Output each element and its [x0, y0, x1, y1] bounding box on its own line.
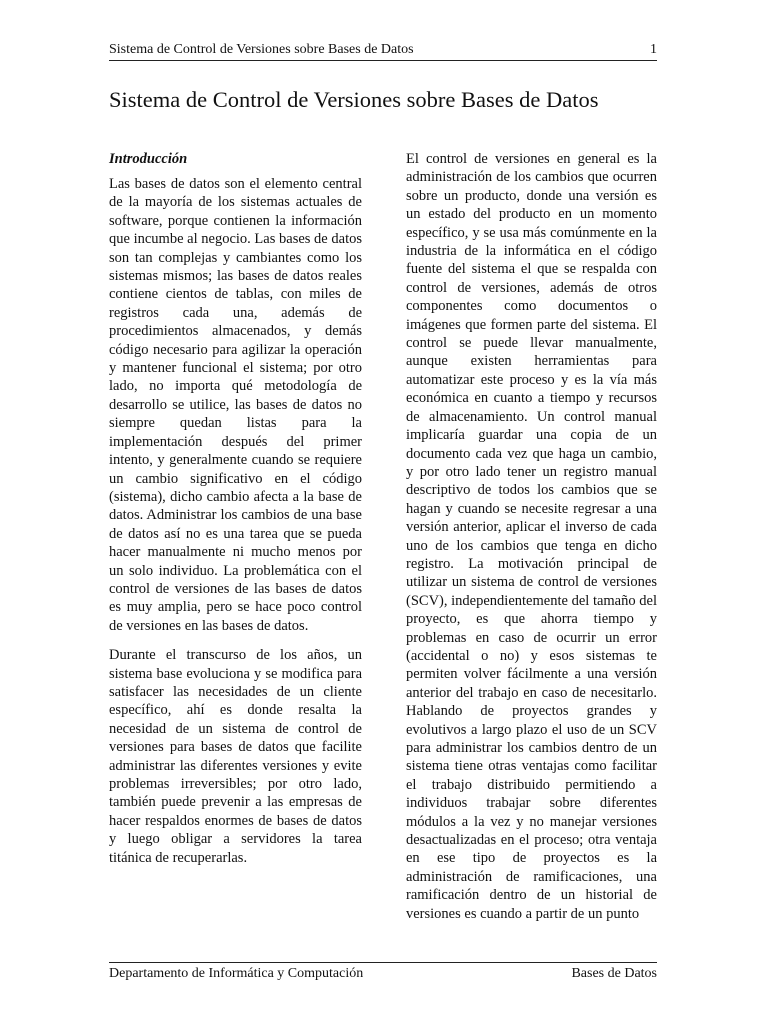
page-number: 1 [650, 42, 657, 57]
running-title: Sistema de Control de Versiones sobre Bases de Datos [109, 42, 414, 57]
right-column [406, 150, 657, 934]
paragraph: Las bases de datos son el elemento central de la mayoría de los sistemas actuales de software, porque contienen la información que incumbe al negocio. Las bases de datos son tan complejas y cambiantes como los sistemas mismos; las bases de datos reales contiene cientos de tablas, con miles de registros cada una, además de procedimientos almacenados, y demás código necesario para agilizar la operación y mantener funcional el sistema; por otro lado, no importa qué metodología de desarrollo se utilice, las bases de datos no siempre quedan listas para la implementación después del primer intento, y generalmente cuando se requiere un cambio significativo en el código (sistema), dicho cambio afecta a la base de datos. Administrar los cambios de una base de datos así no es una tarea que se pueda hacer manualmente ni mucho menos por un solo individuo. La problemática con el control de versiones de las bases de datos es muy amplia, pero se hace poco control de versiones en las bases de datos. [109, 176, 362, 634]
footer-department: Departamento de Informática y Computación [109, 966, 364, 981]
page-header [109, 42, 657, 61]
paragraph: El control de versiones en general es la administración de los cambios que ocurren sobre un producto, donde una versión es un estado del producto en un momento específico, y se usa más comúnmente en la industria de la informática en el código fuente del sistema el que se respalda con control de versiones, además de otros componentes como documentos o imágenes que formen parte del sistema. El control se puede llevar manualmente, aunque existen herramientas para automatizar este proceso y es la vía más económica en cuanto a tiempo y recursos de almacenamiento. Un control manual implicaría guardar una copia de un documento cada vez que haga un cambio, y por otro lado tener un registro manual descriptivo de todos los cambios que se hagan y cuando se necesite regresar a una versión anterior, aplicar el inverso de cada uno de los cambios que tenga en dicho registro. La motivación principal de utilizar un sistema de control de versiones (SCV), independientemente del tamaño del proyecto, es que ahorra tiempo y problemas en caso de ocurrir un error (accidental o no) y esos sistemas te permiten volver fácilmente a una versión anterior del trabajo en caso de necesitarlo. Hablando de proyectos grandes y evolutivos a largo plazo el uso de un SCV para administrar los cambios dentro de un sistema tiene otras ventajas como facilitar el trabajo distribuido permitiendo a individuos trabajar sobre diferentes módulos a la vez y no manejar versiones desactualizadas en el proceso; otra ventaja en ese tipo de proyectos es la administración de ramificaciones, una ramificación dentro de un historial de versiones es cuando a partir de un punto [406, 151, 657, 922]
footer-course: Bases de Datos [571, 966, 657, 981]
left-column [109, 150, 362, 878]
section-heading-introduccion: Introducción [109, 151, 188, 167]
paragraph: Durante el transcurso de los años, un sistema base evoluciona y se modifica para satisfacer las necesidades de un cliente específico, ahí es donde resalta la necesidad de un sistema de control de versiones para bases de datos que facilite administrar las diferentes versiones y evite problemas irreversibles; por otro lado, también puede prevenir a las empresas de hacer respaldos enormes de bases de datos y luego obligar a servidores la tarea titánica de recuperarlas. [109, 647, 362, 866]
document-title: Sistema de Control de Versiones sobre Bases de Datos [109, 87, 599, 112]
page-footer [109, 962, 657, 982]
